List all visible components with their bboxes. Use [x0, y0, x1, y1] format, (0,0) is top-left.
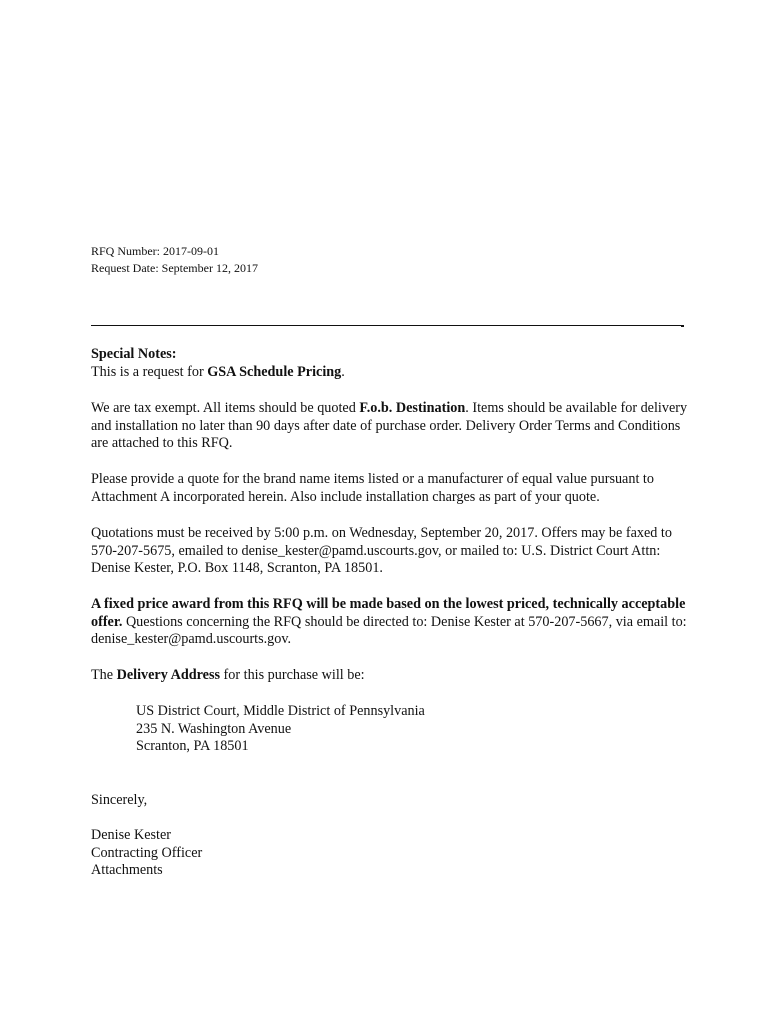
- award-paragraph: [91, 596, 691, 649]
- horizontal-rule: [91, 325, 682, 326]
- special-notes-line: [91, 364, 691, 382]
- address-line-3: Scranton, PA 18501: [136, 738, 249, 755]
- special-notes-section: [91, 346, 691, 381]
- rfq-number: RFQ Number: 2017-09-01: [91, 244, 219, 258]
- closing-salutation: [91, 792, 691, 810]
- signer-name: Denise Kester: [91, 827, 171, 843]
- quotations-text: Quotations must be received by 5:00 p.m. on Wednesday, September 20, 2017. Offers may be faxed to 570-207-5675, emailed to denise_kester@pamd.uscourts.gov, or mailed to: U.S. District Court Attn: Denise Kester, P.O. Box 1148, Scranton, PA 18501.: [91, 525, 672, 577]
- delivery-address-emphasis: Delivery Address: [116, 667, 220, 683]
- tax-text-end: . Items should be available for delivery and installation no later than 90 days after date of purchase order. Delivery Order Terms and Conditions are attached to this RFQ.: [91, 400, 688, 452]
- tax-text-start: We are tax exempt. All items should be quoted: [91, 400, 360, 416]
- tax-paragraph: [91, 400, 691, 453]
- signature-block: [91, 827, 691, 880]
- sincerely-text: Sincerely,: [91, 792, 148, 808]
- attachments-label: Attachments: [91, 862, 163, 879]
- signer-title: Contracting Officer: [91, 844, 203, 861]
- delivery-paragraph: [91, 667, 691, 685]
- address-line-2: 235 N. Washington Avenue: [136, 720, 292, 737]
- delivery-text-end: for this purchase will be:: [220, 667, 365, 683]
- award-contact-text: Questions concerning the RFQ should be directed to: Denise Kester at 570-207-5667, via email to: denise_kester@pamd.uscourts.gov.: [91, 613, 687, 648]
- delivery-address-block: [136, 703, 736, 756]
- delivery-text-start: The: [91, 667, 117, 683]
- quotations-paragraph: [91, 525, 691, 578]
- fob-destination-emphasis: F.o.b. Destination: [359, 400, 466, 416]
- address-line-1: US District Court, Middle District of Pennsylvania: [136, 703, 425, 719]
- award-emphasis: A fixed price award from this RFQ will be made based on the lowest priced, technically acceptable offer.: [91, 596, 686, 630]
- gsa-pricing-emphasis: GSA Schedule Pricing: [207, 363, 342, 380]
- special-notes-heading: Special Notes:: [91, 346, 177, 362]
- special-notes-text: This is a request for: [91, 363, 208, 380]
- quote-request-paragraph: [91, 471, 691, 506]
- special-notes-period: .: [341, 363, 345, 380]
- request-date: Request Date: September 12, 2017: [91, 261, 258, 275]
- rule-end-mark: [681, 325, 684, 327]
- quote-request-text: Please provide a quote for the brand name items listed or a manufacturer of equal value pursuant to Attachment A incorporated herein. Also include installation charges as part of your quote.: [91, 471, 654, 505]
